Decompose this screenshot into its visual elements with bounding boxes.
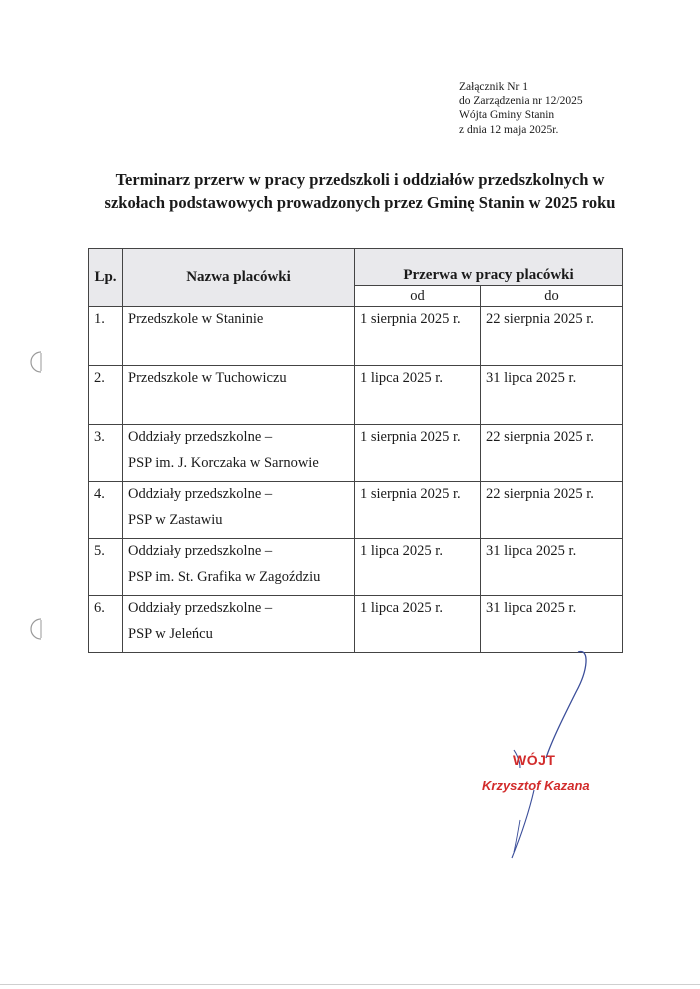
break-to: 22 sierpnia 2025 r. (486, 486, 594, 502)
row-number: 1. (94, 311, 105, 327)
annex-number: Załącznik Nr 1 (459, 81, 528, 93)
break-to: 22 sierpnia 2025 r. (486, 429, 594, 445)
facility-name: Przedszkole w Staninie (128, 311, 264, 327)
break-to: 31 lipca 2025 r. (486, 543, 577, 559)
annex-issuer: Wójta Gminy Stanin (459, 109, 555, 122)
annex-header (459, 80, 583, 137)
header-break: Przerwa w pracy placówki (355, 249, 623, 286)
facility-name: Oddziały przedszkolne – (128, 543, 273, 559)
row-number: 5. (94, 543, 105, 559)
row-number: 3. (94, 429, 105, 445)
schedule-table (88, 248, 623, 653)
break-to: 22 sierpnia 2025 r. (486, 311, 594, 327)
break-from: 1 lipca 2025 r. (360, 370, 443, 386)
break-from: 1 sierpnia 2025 r. (360, 311, 461, 327)
table-row (89, 539, 623, 596)
table-row (89, 307, 623, 366)
scan-edge-divider (0, 984, 700, 985)
annex-ordinance: do Zarządzenia nr 12/2025 (459, 95, 583, 108)
break-from: 1 sierpnia 2025 r. (360, 486, 461, 502)
facility-school: PSP w Jeleńcu (128, 626, 213, 642)
punch-hole-mark (30, 617, 52, 641)
facility-school: PSP w Zastawiu (128, 512, 223, 528)
table-row (89, 425, 623, 482)
break-from: 1 sierpnia 2025 r. (360, 429, 461, 445)
facility-name: Oddziały przedszkolne – (128, 600, 273, 616)
header-to: do (481, 286, 623, 307)
punch-hole-mark (30, 350, 52, 374)
document-title (60, 168, 660, 214)
header-from: od (355, 286, 481, 307)
table-row (89, 366, 623, 425)
break-to: 31 lipca 2025 r. (486, 370, 577, 386)
row-number: 6. (94, 600, 105, 616)
stamp-name: Krzysztof Kazana (482, 778, 590, 793)
row-number: 2. (94, 370, 105, 386)
annex-date: z dnia 12 maja 2025r. (459, 123, 559, 136)
facility-name: Przedszkole w Tuchowiczu (128, 370, 287, 386)
header-name: Nazwa placówki (123, 249, 355, 307)
facility-name: Oddziały przedszkolne – (128, 486, 273, 502)
facility-school: PSP im. J. Korczaka w Sarnowie (128, 455, 319, 471)
row-number: 4. (94, 486, 105, 502)
break-from: 1 lipca 2025 r. (360, 600, 443, 616)
title-line-2: szkołach podstawowych prowadzonych przez Gminę Stanin w 2025 roku (104, 193, 616, 212)
stamp-role: WÓJT (513, 752, 556, 768)
facility-school: PSP im. St. Grafika w Zagoździu (128, 569, 321, 585)
break-to: 31 lipca 2025 r. (486, 600, 577, 616)
break-from: 1 lipca 2025 r. (360, 543, 443, 559)
table-row (89, 482, 623, 539)
header-lp: Lp. (89, 249, 123, 307)
facility-name: Oddziały przedszkolne – (128, 429, 273, 445)
title-line-1: Terminarz przerw w pracy przedszkoli i oddziałów przedszkolnych w (115, 170, 605, 189)
